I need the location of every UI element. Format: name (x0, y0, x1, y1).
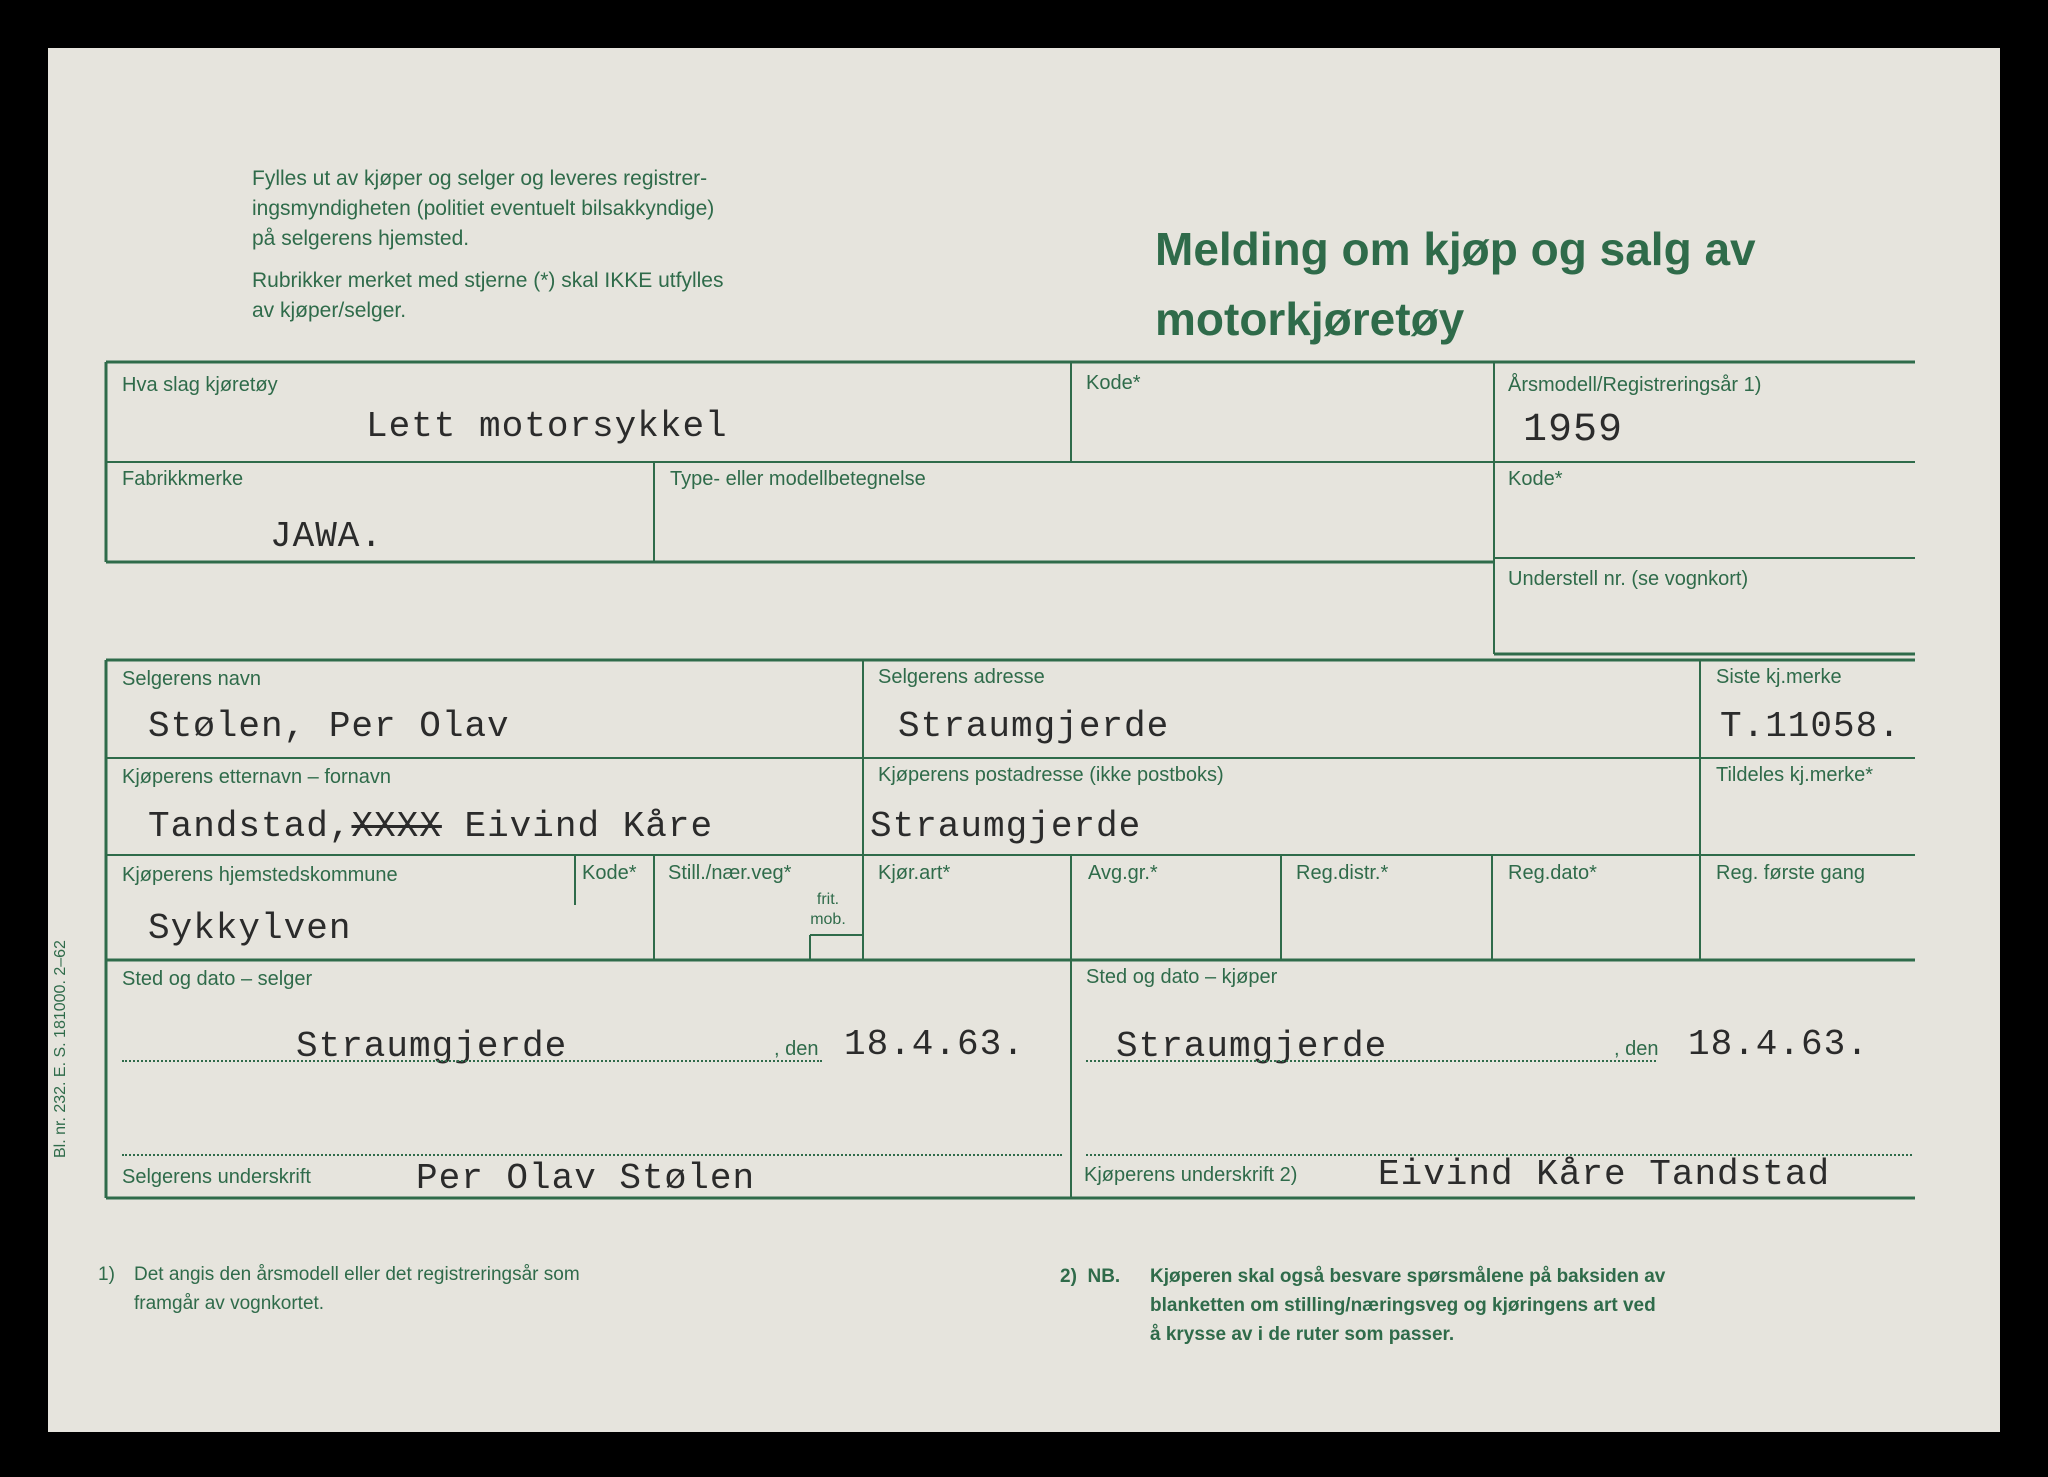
buyer-signature-label: Kjøperens underskrift 2) (1084, 1164, 1298, 1186)
make-label: Fabrikkmerke (122, 468, 244, 490)
buyer-name-label: Kjøperens etternavn – fornavn (122, 766, 392, 788)
seller-place-label: Sted og dato – selger (122, 968, 313, 990)
first-reg-label: Reg. første gang (1716, 862, 1865, 884)
chassis-label: Understell nr. (se vognkort) (1508, 568, 1749, 590)
instruction-line: Fylles ut av kjøper og selger og leveres registrer- (252, 167, 708, 190)
title-line-2: motorkjøretøy (1155, 293, 1465, 345)
footnote-1-number: 1) (98, 1264, 115, 1285)
den-label: , den (1614, 1038, 1659, 1060)
seller-address-value: Straumgjerde (898, 706, 1170, 747)
reg-district-label: Reg.distr.* (1296, 862, 1389, 884)
instruction-line: ingsmyndigheten (politiet eventuelt bilsakkyndige) (252, 197, 715, 220)
vehicle-code2-label: Kode* (1508, 468, 1563, 490)
buyer-postal-label: Kjøperens postadresse (ikke postboks) (878, 764, 1224, 786)
reg-date-label: Reg.dato* (1508, 862, 1597, 884)
form-sheet (48, 48, 2000, 1432)
footnote-line: Det angis den årsmodell eller det registreringsår som (134, 1264, 580, 1285)
vehicle-type-label: Hva slag kjøretøy (122, 374, 278, 396)
buyer-postal-value: Straumgjerde (870, 806, 1142, 847)
seller-place-line (122, 1060, 822, 1062)
buyer-surname: Tandstad, (148, 806, 352, 847)
seller-date-value: 18.4.63. (844, 1024, 1025, 1065)
usage-label: Kjør.art* (878, 862, 951, 884)
seller-name-label: Selgerens navn (122, 668, 261, 690)
footnote-line: framgår av vognkortet. (134, 1293, 325, 1314)
seller-address-label: Selgerens adresse (878, 666, 1045, 688)
vehicle-code-label: Kode* (1086, 372, 1141, 394)
footnote-2 (1150, 1262, 1665, 1349)
footnote-1 (134, 1260, 580, 1318)
footnote-2-number (1060, 1262, 1120, 1291)
seller-signature-line (122, 1154, 1062, 1156)
assigned-reg-label: Tildeles kj.merke* (1716, 764, 1874, 786)
seller-signature-label: Selgerens underskrift (122, 1166, 311, 1188)
footnote-line: Kjøperen skal også besvare spørsmålene på baksiden av (1150, 1266, 1666, 1287)
vehicle-type-value: Lett motorsykkel (366, 406, 728, 447)
year-label: Årsmodell/Registreringsår 1) (1508, 374, 1762, 396)
buyer-given-names: Eivind Kåre (464, 806, 714, 847)
buyer-name-value (148, 806, 713, 847)
tax-group-label: Avg.gr.* (1088, 862, 1158, 884)
seller-signature-value: Per Olav Stølen (416, 1158, 756, 1199)
title-line-1: Melding om kjøp og salg av (1155, 223, 1756, 275)
instruction-line: Rubrikker merket med stjerne (*) skal IKKE utfylles (252, 269, 724, 292)
footnote-2-num: 2) (1060, 1266, 1077, 1287)
nb-label: NB. (1087, 1266, 1121, 1287)
last-reg-value: T.11058. (1720, 706, 1901, 747)
form-number: Bl. nr. 232. E. S. 181000. 2–62 (52, 940, 69, 1158)
model-label: Type- eller modellbetegnelse (670, 468, 926, 490)
code3-label: Kode* (582, 862, 637, 884)
buyer-date-value: 18.4.63. (1688, 1024, 1869, 1065)
seller-place-value: Straumgjerde (296, 1026, 568, 1067)
instruction-line: på selgerens hjemsted. (252, 227, 470, 250)
municipality-label: Kjøperens hjemstedskommune (122, 864, 398, 886)
buyer-signature-value: Eivind Kåre Tandstad (1378, 1154, 1831, 1195)
buyer-place-line (1086, 1060, 1656, 1062)
municipality-value: Sykkylven (148, 908, 352, 949)
buyer-place-value: Straumgjerde (1116, 1026, 1388, 1067)
occupation-label: Still./nær.veg* (668, 862, 792, 884)
struck-text: XXXX (351, 806, 442, 847)
year-value: 1959 (1523, 408, 1624, 453)
footnote-line: blanketten om stilling/næringsveg og kjøringens art ved (1150, 1295, 1656, 1316)
den-label: , den (774, 1038, 819, 1060)
frit-mob-label: frit. mob. (810, 891, 846, 928)
buyer-place-label: Sted og dato – kjøper (1086, 966, 1278, 988)
instruction-line: av kjøper/selger. (252, 299, 407, 322)
make-value: JAWA. (270, 516, 384, 557)
seller-name-value: Stølen, Per Olav (148, 706, 510, 747)
footnote-line: å krysse av i de ruter som passer. (1150, 1324, 1455, 1345)
last-reg-label: Siste kj.merke (1716, 666, 1842, 688)
